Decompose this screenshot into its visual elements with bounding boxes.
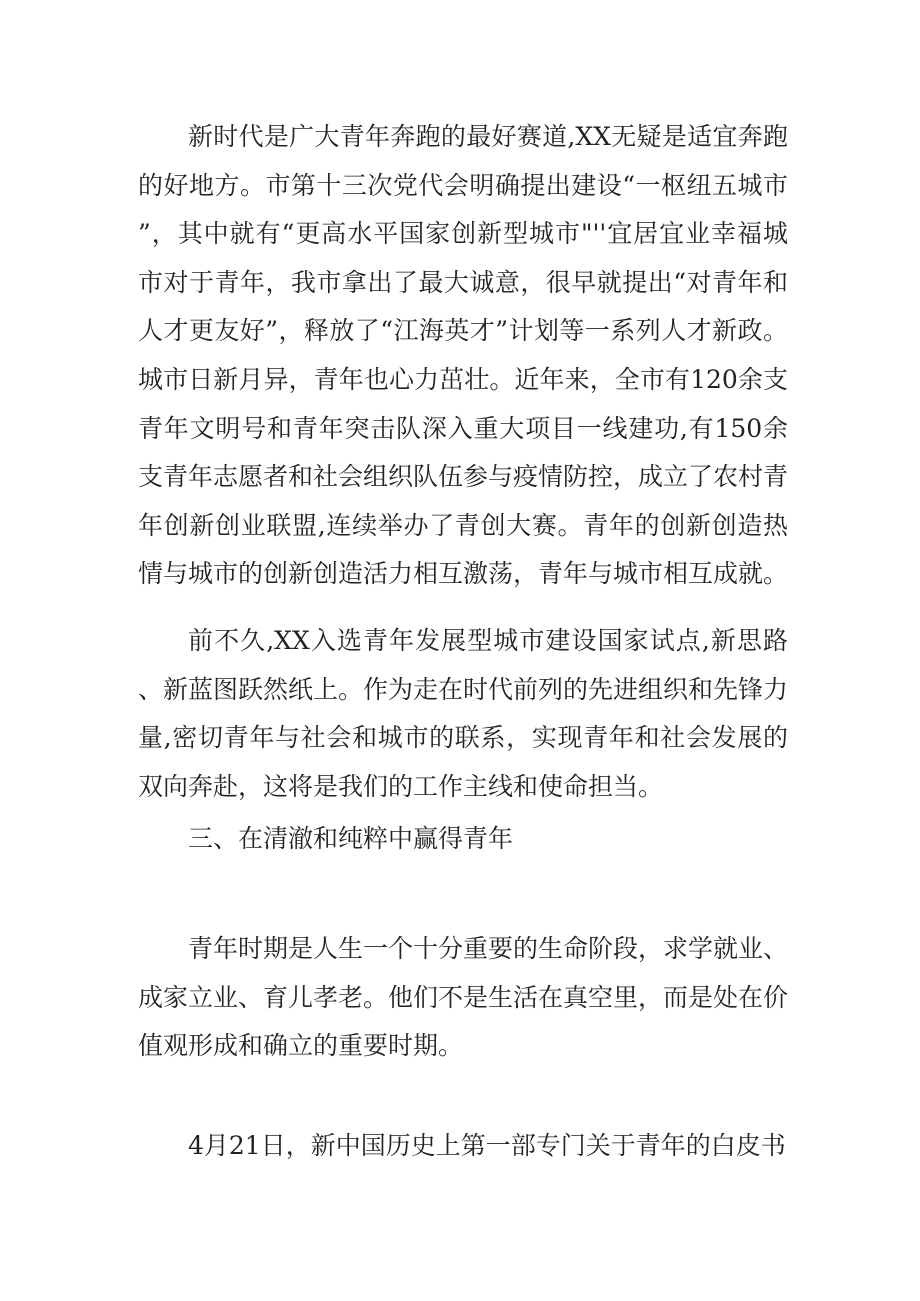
paragraph-pilot-city: 前不久,XX入选青年发展型城市建设国家试点,新思路、新蓝图跃然纸上。作为走在时代前列的先进组织和先锋力量,密切青年与社会和城市的联系，实现青年和社会发展的双向奔赴，这将是我们的工作主线和使命担当。	[138, 626, 789, 801]
section-heading: 三、在清澈和纯粹中赢得青年	[188, 824, 514, 853]
paragraph-youth-period: 青年时期是人生一个十分重要的生命阶段，求学就业、成家立业、育儿孝老。他们不是生活在真空里，而是处在价值观形成和确立的重要时期。	[138, 934, 789, 1061]
paragraph-white-paper: 4月21日，新中国历史上第一部专门关于青年的白皮书	[188, 1131, 786, 1160]
paragraph-city-youth: 新时代是广大青年奔跑的最好赛道,XX无疑是适宜奔跑的好地方。市第十三次党代会明确提出建设“一枢纽五城市”，其中就有“更高水平国家创新型城市"''宜居宜业幸福城市对于青年，我市拿出了最大诚意，很早就提出“对青年和人才更友好”，释放了“江海英才”计划等一系列人才新政。城市日新月异，青年也心力茁壮。近年来，全市有120余支青年文明号和青年突击队深入重大项目一线建功,有150余支青年志愿者和社会组织队伍参与疫情防控，成立了农村青年创新创业联盟,连续举办了青创大赛。青年的创新创造热情与城市的创新创造活力相互激荡，青年与城市相互成就。	[138, 122, 789, 589]
